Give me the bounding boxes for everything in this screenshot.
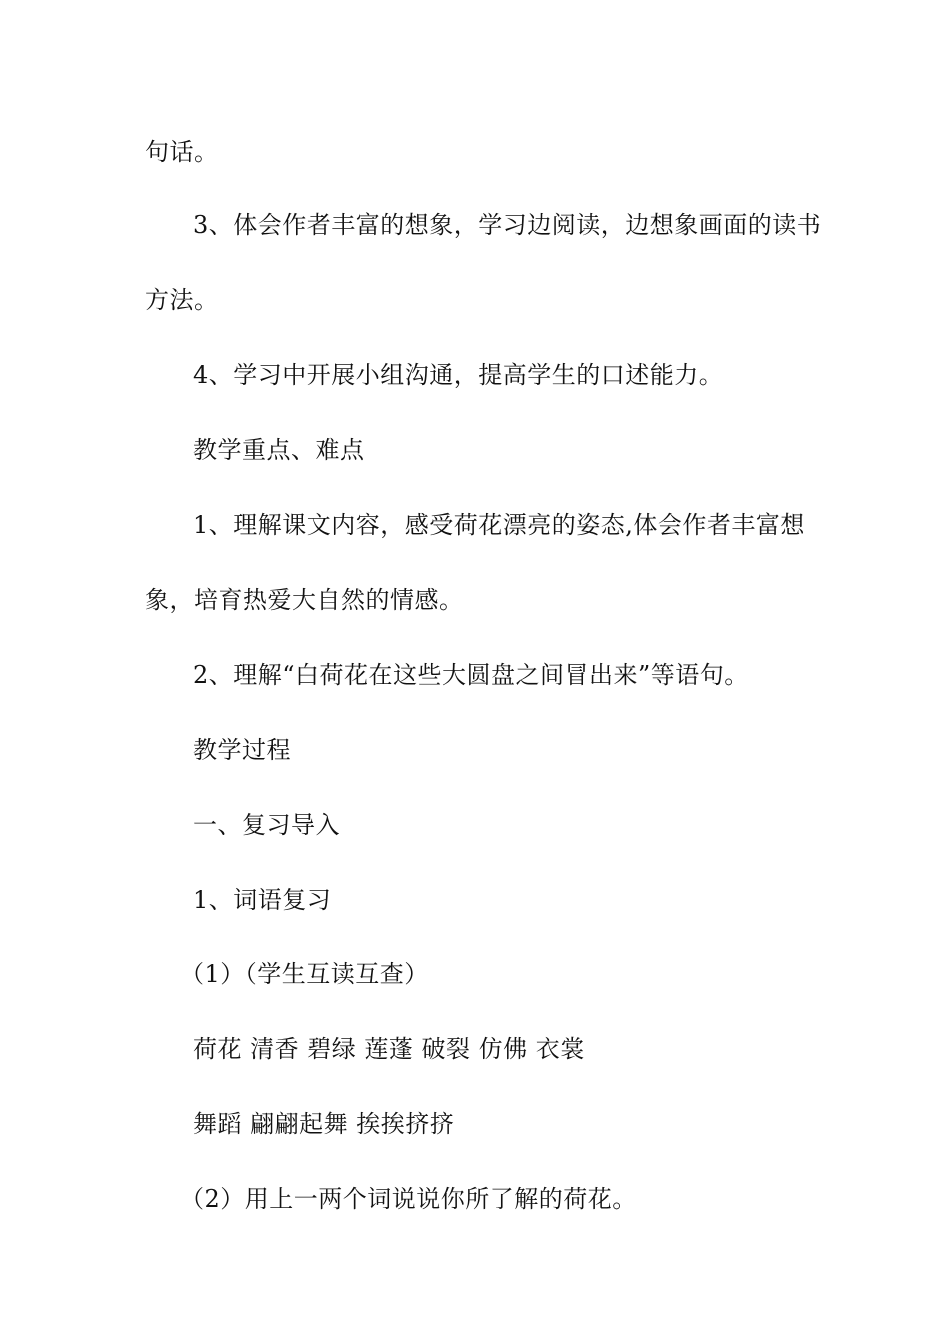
step-vocabulary-review: 1、词语复习 bbox=[193, 886, 332, 914]
key-point-1-line-2: 象，培育热爱大自然的情感。 bbox=[145, 586, 464, 614]
objective-4: 4、学习中开展小组沟通，提高学生的口述能力。 bbox=[193, 361, 724, 389]
objective-3-line-1: 3、体会作者丰富的想象，学习边阅读，边想象画面的读书 bbox=[193, 211, 822, 239]
vocabulary-list-2: 舞蹈 翩翩起舞 挨挨挤挤 bbox=[193, 1110, 455, 1138]
text-line-continuation: 句话。 bbox=[145, 138, 219, 166]
section-heading-process: 教学过程 bbox=[193, 736, 291, 764]
section-heading-key-points: 教学重点、难点 bbox=[193, 436, 365, 464]
objective-3-line-2: 方法。 bbox=[145, 286, 219, 314]
key-point-1-line-1: 1、理解课文内容，感受荷花漂亮的姿态,体会作者丰富想 bbox=[193, 511, 805, 539]
vocabulary-list-1: 荷花 清香 碧绿 莲蓬 破裂 仿佛 衣裳 bbox=[193, 1035, 585, 1063]
substep-1: （1）（学生互读互查） bbox=[180, 960, 429, 988]
step-heading-review: 一、复习导入 bbox=[193, 811, 340, 839]
key-point-2: 2、理解“白荷花在这些大圆盘之间冒出来”等语句。 bbox=[193, 661, 749, 689]
substep-2: （2）用上一两个词说说你所了解的荷花。 bbox=[180, 1185, 637, 1213]
